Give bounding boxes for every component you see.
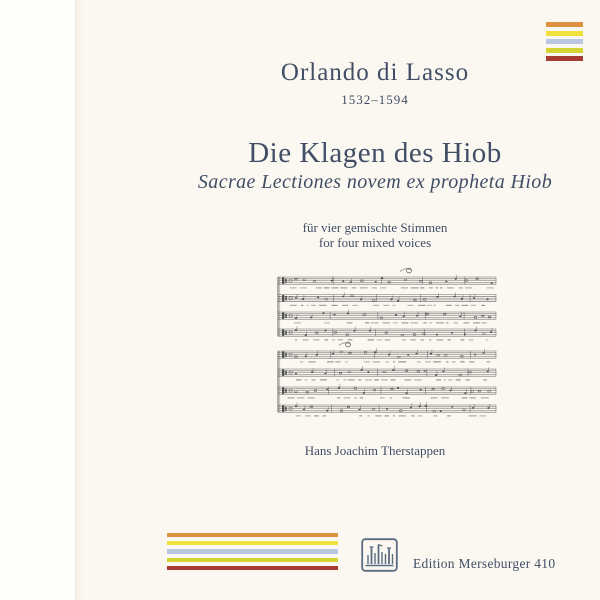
color-stripe — [167, 541, 338, 545]
color-stripe — [167, 549, 338, 553]
composer-name: Orlando di Lasso — [280, 59, 470, 86]
composer-dates: 1532–1594 — [341, 92, 409, 107]
scoring-line-english: for four mixed voices — [318, 235, 432, 250]
edition-label: Edition Merseburger 410 — [413, 556, 556, 571]
work-title: Die Klagen des Hiob — [248, 137, 502, 169]
editor-name: Hans Joachim Therstappen — [304, 443, 446, 458]
merseburger-publisher-logo-icon — [361, 538, 398, 572]
color-stripe — [546, 48, 583, 53]
color-stripe — [546, 31, 583, 36]
color-stripe — [167, 566, 338, 570]
top-right-color-stripes — [546, 22, 583, 65]
color-stripe — [167, 558, 338, 562]
bottom-left-color-stripes — [167, 533, 338, 574]
color-stripe — [546, 22, 583, 27]
cover-page — [75, 0, 600, 600]
color-stripe — [167, 533, 338, 537]
work-subtitle-latin: Sacrae Lectiones novem ex propheta Hiob — [197, 171, 553, 193]
scoring-line-german: für vier gemischte Stimmen — [302, 220, 448, 235]
color-stripe — [546, 39, 583, 44]
music-score-facsimile — [272, 263, 498, 431]
